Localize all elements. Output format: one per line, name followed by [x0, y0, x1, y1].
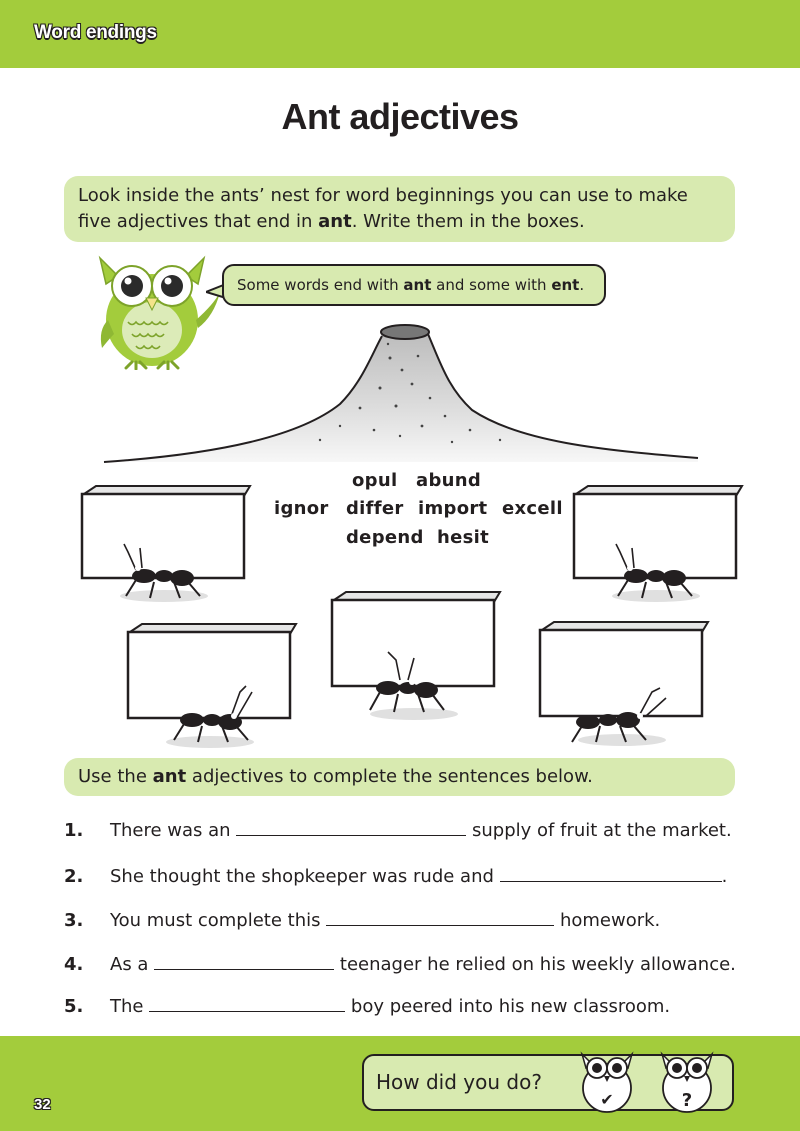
sentence-text-end: supply of fruit at the market.: [466, 820, 732, 841]
instruction2-text-end: adjectives to complete the sentences below.: [186, 766, 593, 787]
instruction-text-end: . Write them in the boxes.: [351, 211, 585, 232]
sentence-text: The: [110, 996, 150, 1017]
tip-text-end: .: [579, 276, 585, 294]
word-excell: excell: [502, 498, 563, 519]
answer-box-3[interactable]: [328, 590, 506, 724]
page-number: 32: [34, 1096, 51, 1113]
answer-box-1[interactable]: [78, 484, 256, 608]
sentence-1: [64, 820, 754, 850]
sentence-text-end: teenager he relied on his weekly allowance.: [334, 954, 736, 975]
tip-text: Some words end with: [237, 276, 404, 294]
tip-bold-ent: ent: [551, 276, 580, 294]
sentence-2: [64, 866, 754, 896]
tick-mark: ✔: [600, 1090, 614, 1109]
sentence-5: [64, 996, 754, 1026]
question-mark: ?: [681, 1090, 693, 1111]
answer-blank[interactable]: [500, 867, 722, 882]
answer-box-5[interactable]: [536, 620, 714, 750]
sentence-number: 3.: [64, 910, 84, 931]
section-label: Word endings: [34, 22, 157, 43]
sentence-text: As a: [110, 954, 155, 975]
instruction-text: Look inside the ants’ nest for word beginnings you can use to make five adjectives that end in: [78, 185, 688, 232]
owl-question-icon[interactable]: [654, 1048, 724, 1114]
word-import: import: [418, 498, 488, 519]
sentence-number: 2.: [64, 866, 84, 887]
sentence-4: [64, 954, 754, 984]
self-assessment-box: [362, 1054, 734, 1111]
instruction-panel: [64, 176, 735, 242]
answer-blank[interactable]: [154, 955, 334, 970]
instruction2-bold: ant: [152, 766, 187, 787]
tip-bold-ant: ant: [403, 276, 432, 294]
answer-box-2[interactable]: [570, 484, 748, 608]
answer-box-4[interactable]: [124, 622, 302, 752]
sentence-number: 5.: [64, 996, 84, 1017]
instruction-bold: ant: [318, 211, 352, 232]
answer-blank[interactable]: [149, 997, 345, 1012]
word-opul: opul: [352, 470, 398, 491]
sentence-number: 4.: [64, 954, 84, 975]
tip-bubble: [222, 264, 606, 306]
word-abund: abund: [416, 470, 482, 491]
sentence-text: You must complete this: [110, 910, 327, 931]
sentence-text: There was an: [110, 820, 237, 841]
sentence-text-end: boy peered into his new classroom.: [345, 996, 671, 1017]
owl-tick-icon[interactable]: [574, 1048, 644, 1114]
word-depend: depend: [346, 527, 424, 548]
instruction-panel-2: [64, 758, 735, 796]
page-title: Ant adjectives: [281, 96, 519, 137]
how-did-you-do-label: How did you do?: [376, 1070, 542, 1094]
sentence-text-end: .: [721, 866, 728, 887]
sentence-3: [64, 910, 754, 940]
instruction2-text: Use the: [78, 766, 153, 787]
sentence-number: 1.: [64, 820, 84, 841]
sentence-text: She thought the shopkeeper was rude and: [110, 866, 500, 887]
sentence-text-end: homework.: [554, 910, 661, 931]
answer-blank[interactable]: [236, 821, 466, 836]
word-ignor: ignor: [274, 498, 329, 519]
word-differ: differ: [346, 498, 404, 519]
ant-nest-mound: [100, 318, 700, 468]
word-hesit: hesit: [437, 527, 490, 548]
answer-blank[interactable]: [326, 911, 554, 926]
tip-text-mid: and some with: [431, 276, 552, 294]
